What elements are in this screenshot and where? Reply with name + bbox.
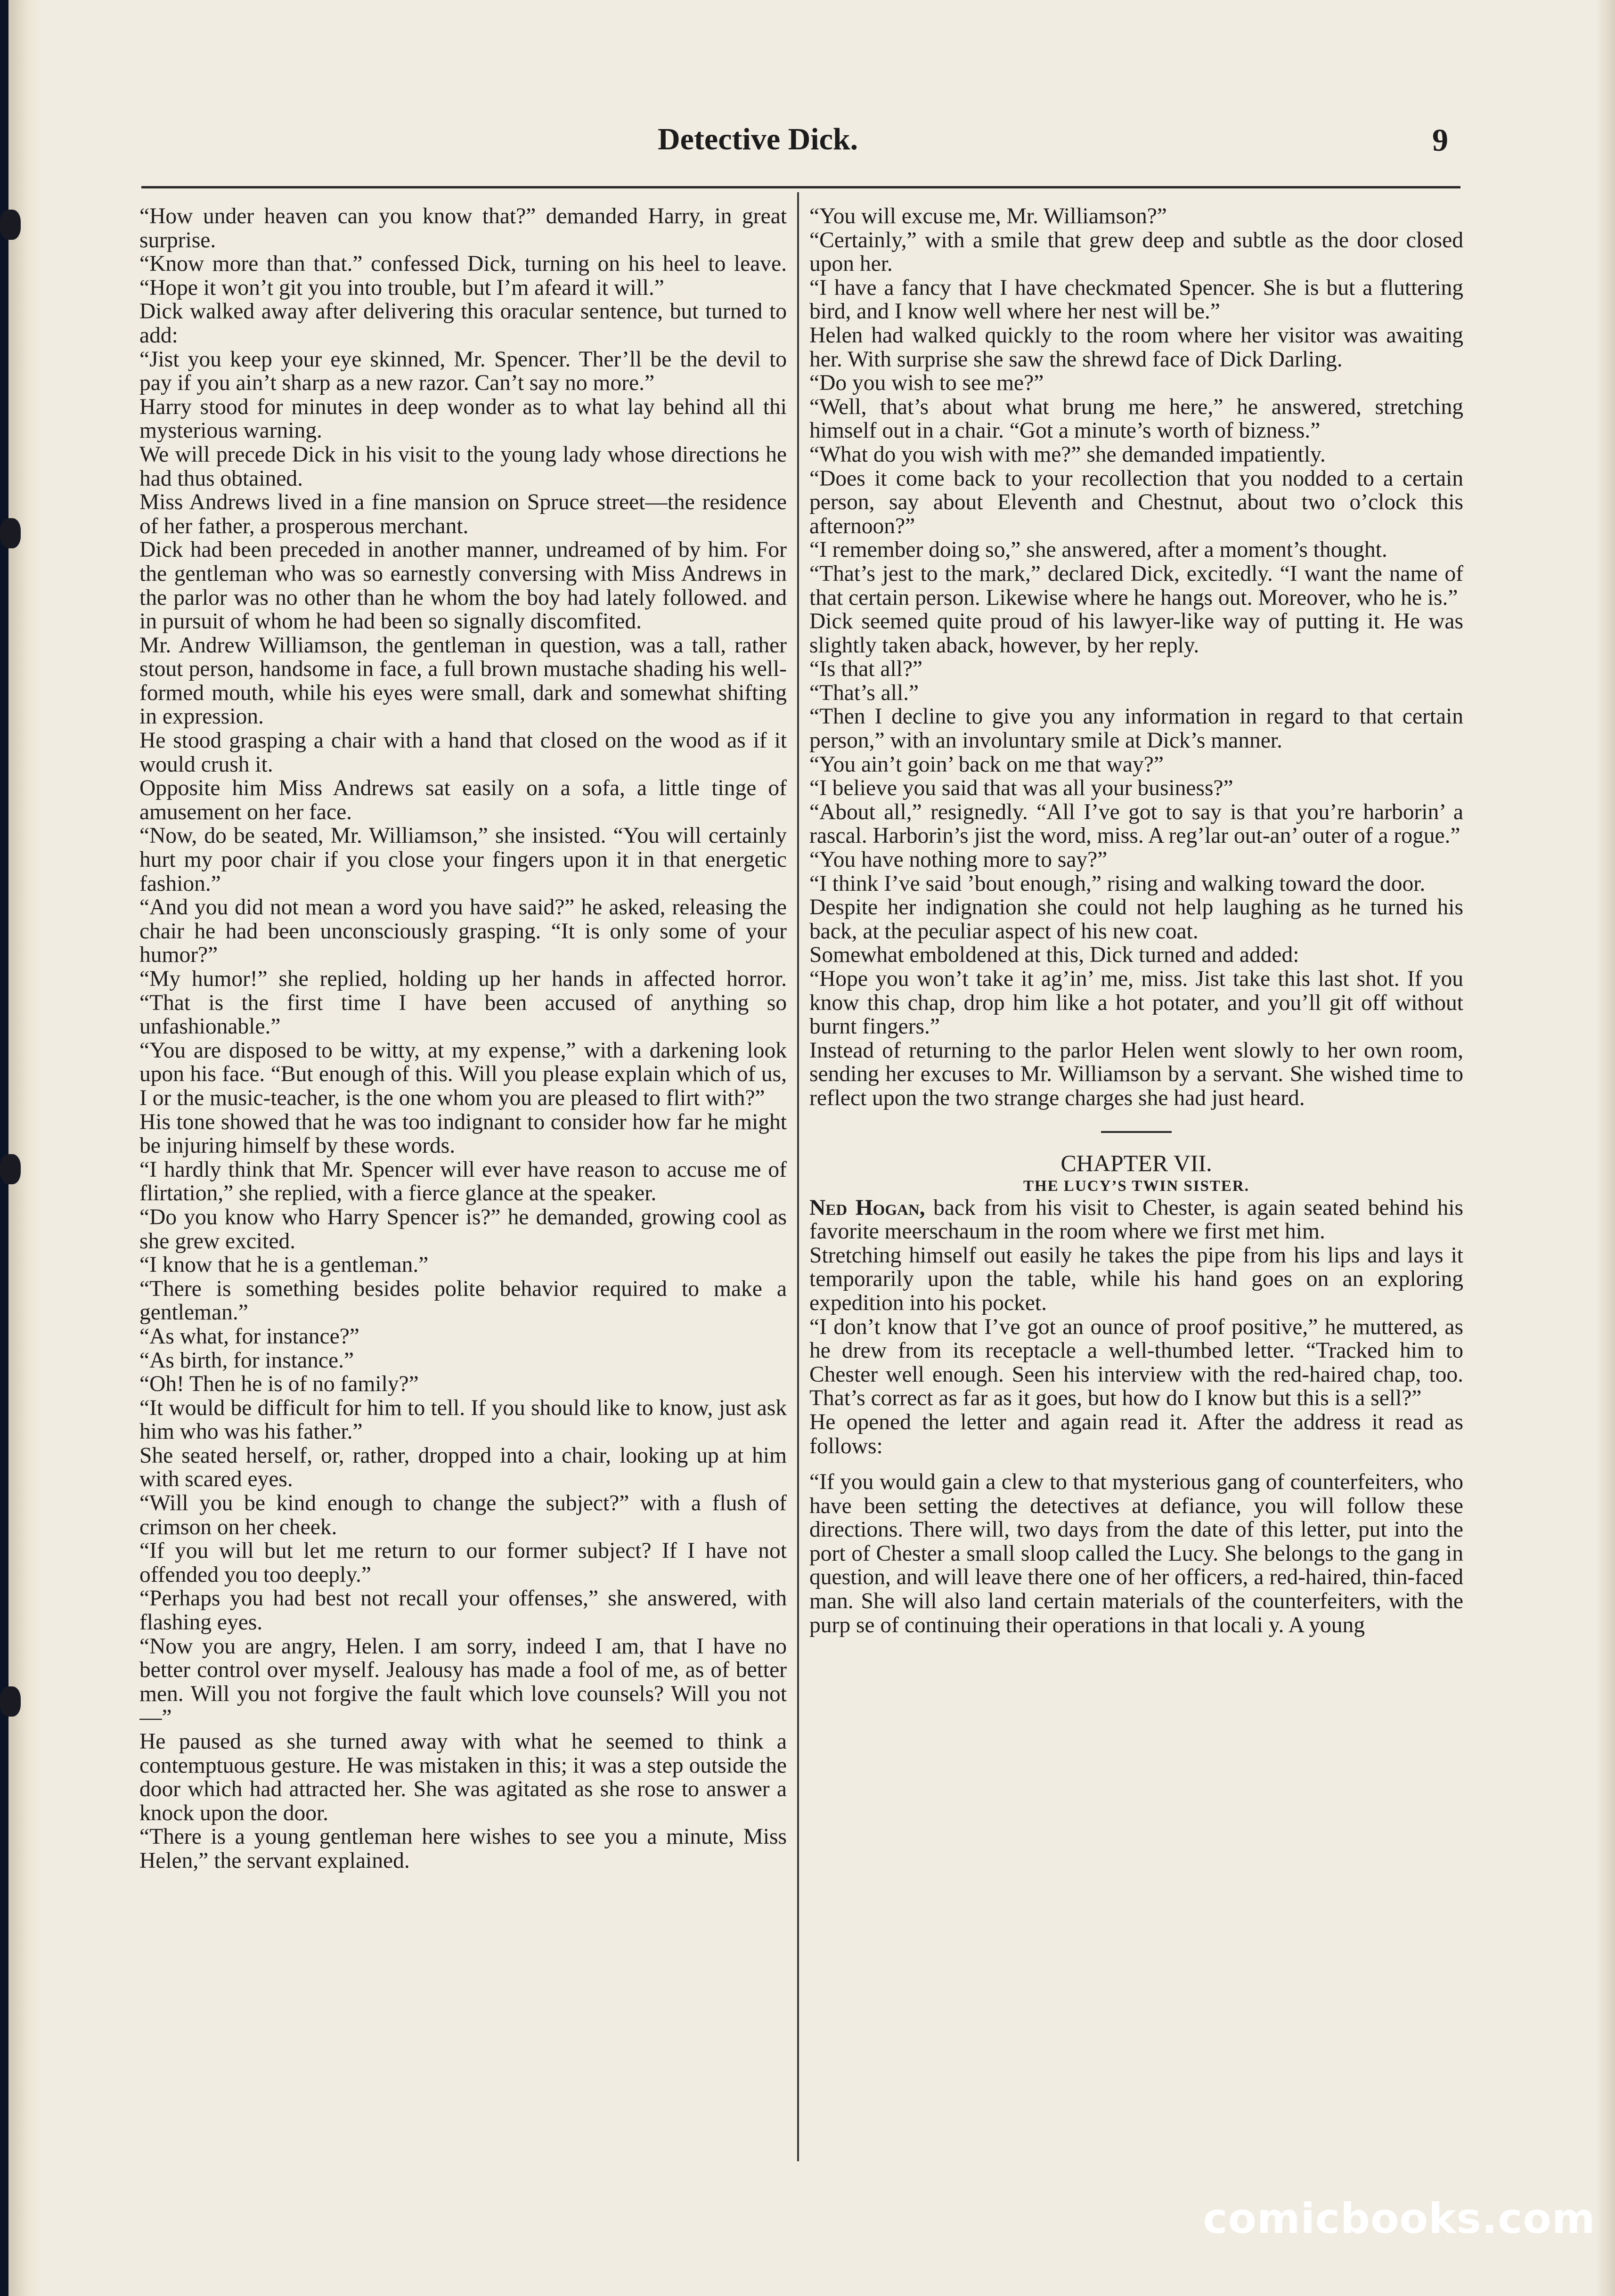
paragraph: Harry stood for minutes in deep wonder as to what lay behind all thi mysterious warning. xyxy=(139,394,787,443)
chapter-lead-name: Ned Hogan, xyxy=(809,1195,925,1220)
paragraph: “I know that he is a gentleman.” xyxy=(139,1253,429,1278)
paragraph: Helen had walked quickly to the room where her visitor was awaiting her. With surprise she saw the shrewd face of Dick Darling. xyxy=(809,323,1463,372)
paragraph: She seated herself, or, rather, dropped into a chair, looking up at him with scared eyes. xyxy=(139,1443,787,1492)
paragraph: “How under heaven can you know that?” demanded Harry, in great surprise. xyxy=(139,204,787,252)
paragraph: “I believe you said that was all your business?” xyxy=(809,776,1233,801)
paragraph: Stretching himself out easily he takes the pipe from his lips and lays it temporarily upon the table, while his hand goes on an exploring expedition into his pocket. xyxy=(809,1243,1463,1315)
binding-staple xyxy=(0,210,21,240)
paragraph: “Certainly,” with a smile that grew deep and subtle as the door closed upon her. xyxy=(809,228,1463,277)
running-title: Detective Dick. xyxy=(658,122,858,156)
site-watermark: comicbooks.com xyxy=(1203,2194,1596,2243)
binding-staple xyxy=(0,1154,21,1184)
paragraph: “My humor!” she replied, holding up her hands in affected horror. “That is the first time I have been accused of anything so unfashionable.” xyxy=(139,967,787,1039)
paragraph: “I hardly think that Mr. Spencer will ever have reason to accuse me of flirtation,” she replied, with a fierce glance at the speaker. xyxy=(139,1157,787,1206)
paragraph: “And you did not mean a word you have said?” he asked, releasing the chair he had been unconsciously grasping. “It is only some of your humor?” xyxy=(139,895,787,968)
paragraph: “You ain’t goin’ back on me that way?” xyxy=(809,752,1164,777)
paragraph: Somewhat emboldened at this, Dick turned and added: xyxy=(809,943,1299,968)
right-column xyxy=(809,204,1463,2174)
chapter-opening-paragraph xyxy=(809,1196,1463,1244)
paragraph: “About all,” resignedly. “All I’ve got to say is that you’re harborin’ a rascal. Harborin’s jist the word, miss. A reg’lar out-an’ outer of a rogue.” xyxy=(809,799,1463,848)
paragraph: “It would be difficult for him to tell. If you should like to know, just ask him who was his father.” xyxy=(139,1395,787,1444)
paragraph: “Will you be kind enough to change the subject?” with a flush of crimson on her cheek. xyxy=(139,1491,787,1539)
paragraph: “That’s all.” xyxy=(809,680,919,705)
page-number: 9 xyxy=(1432,122,1448,158)
paragraph: He stood grasping a chair with a hand that closed on the wood as if it would crush it. xyxy=(139,728,787,777)
paragraph: “You will excuse me, Mr. Williamson?” xyxy=(809,204,1167,228)
chapter-subtitle: THE LUCY’S TWIN SISTER. xyxy=(1023,1177,1250,1195)
paragraph: “Now, do be seated, Mr. Williamson,” she insisted. “You will certainly hurt my poor chair if you close your fingers upon it in that energetic fashion.” xyxy=(139,823,787,896)
paragraph: “What do you wish with me?” she demanded impatiently. xyxy=(809,442,1326,467)
right-column-text xyxy=(809,204,1463,1110)
paragraph: “Now you are angry, Helen. I am sorry, indeed I am, that I have no better control over myself. Jealousy has made a fool of me, as of better men. Will you not forgive the fault which love counsels? Will you not—” xyxy=(139,1634,787,1730)
paragraph: His tone showed that he was too indignant to consider how far he might be injuring himself by these words. xyxy=(139,1109,787,1158)
column-divider xyxy=(797,192,799,2161)
paragraph: “As what, for instance?” xyxy=(139,1324,359,1349)
paragraph: “I don’t know that I’ve got an ounce of proof positive,” he muttered, as he drew from its receptacle a well-thumbed letter. “Tracked him to Chester well enough. Seen his interview with the red-haired chap, too. That’s correct as far as it goes, but how do I know but this is a sell?” xyxy=(809,1314,1463,1411)
binding-staple xyxy=(0,1686,21,1717)
paragraph: He paused as she turned away with what he seemed to think a contemptuous gesture. He was mistaken in this; it was a step outside the door which had attracted her. She was agitated as she rose to answer a knock upon the door. xyxy=(139,1729,787,1825)
binding-staple xyxy=(0,518,21,548)
paragraph: “That’s jest to the mark,” declared Dick, excitedly. “I want the name of that certain person. Likewise where he hangs out. Moreover, who he is.” xyxy=(809,561,1463,610)
chapter-opening-text: back from his visit to Chester, is again seated behind his favorite meerschaum in the room where we first met him. xyxy=(809,1195,1463,1244)
left-column xyxy=(139,204,787,2174)
paragraph: “Is that all?” xyxy=(809,657,923,682)
header-rule xyxy=(141,186,1460,188)
paragraph: “Oh! Then he is of no family?” xyxy=(139,1372,419,1397)
paragraph: “You have nothing more to say?” xyxy=(809,847,1108,872)
chapter-divider-rule xyxy=(1101,1131,1172,1133)
paragraph: Opposite him Miss Andrews sat easily on a sofa, a little tinge of amusement on her face. xyxy=(139,776,787,824)
paragraph: “I remember doing so,” she answered, after a moment’s thought. xyxy=(809,537,1387,562)
paragraph: “Well, that’s about what brung me here,” he answered, stretching himself out in a chair. “Got a minute’s worth of bizness.” xyxy=(809,394,1463,443)
page-edge-shadow xyxy=(1596,0,1615,2296)
paragraph: Instead of returning to the parlor Helen went slowly to her own room, sending her excuses to Mr. Williamson by a servant. She wished time to reflect upon the two strange charges she had just heard. xyxy=(809,1038,1463,1110)
paragraph: Dick walked away after delivering this oracular sentence, but turned to add: xyxy=(139,299,787,348)
paragraph: “You are disposed to be witty, at my expense,” with a darkening look upon his face. “But enough of this. Will you please explain which of us, I or the music-teacher, is the one whom you are pleased to flirt with?” xyxy=(139,1038,787,1110)
paragraph: “As birth, for instance.” xyxy=(139,1348,354,1373)
paragraph: “Do you wish to see me?” xyxy=(809,371,1044,396)
page-binding-shadow xyxy=(8,0,41,2296)
paragraph: “I have a fancy that I have checkmated Spencer. She is but a fluttering bird, and I know well where her nest will be.” xyxy=(809,275,1463,324)
paragraph: “Hope you won’t take it ag’in’ me, miss. Jist take this last shot. If you know this chap, drop him like a hot potater, and you’ll git off without burnt fingers.” xyxy=(809,967,1463,1039)
paragraph: “Then I decline to give you any information in regard to that certain person,” with an involuntary smile at Dick’s manner. xyxy=(809,704,1463,753)
paragraph: He opened the letter and again read it. After the address it read as follows: xyxy=(809,1409,1463,1458)
paragraph: Dick had been preceded in another manner, undreamed of by him. For the gentleman who was so earnestly conversing with Miss Andrews in the parlor was no other than he whom the boy had lately followed. and in pursuit of whom he had been so signally discomfited. xyxy=(139,537,787,634)
paragraph: Despite her indignation she could not help laughing as he turned his back, at the peculiar aspect of his new coat. xyxy=(809,895,1463,944)
paragraph: We will precede Dick in his visit to the young lady whose directions he had thus obtained. xyxy=(139,442,787,491)
paragraph: “Jist you keep your eye skinned, Mr. Spencer. Ther’ll be the devil to pay if you ain’t sharp as a new razor. Can’t say no more.” xyxy=(139,347,787,396)
paragraph: Dick seemed quite proud of his lawyer-like way of putting it. He was slightly taken aback, however, by her reply. xyxy=(809,609,1463,658)
paragraph: Miss Andrews lived in a fine mansion on Spruce street—the residence of her father, a prosperous merchant. xyxy=(139,490,787,538)
paragraph: “I think I’ve said ’bout enough,” rising and walking toward the door. xyxy=(809,871,1426,896)
paragraph: “There is a young gentleman here wishes to see you a minute, Miss Helen,” the servant explained. xyxy=(139,1824,787,1873)
paragraph: “If you will but let me return to our former subject? If I have not offended you too deeply.” xyxy=(139,1539,787,1587)
paragraph: Mr. Andrew Williamson, the gentleman in question, was a tall, rather stout person, handsome in face, a full brown mustache shading his well-formed mouth, while his eyes were small, dark and somewhat shifting in expression. xyxy=(139,633,787,729)
paragraph: “There is something besides polite behavior required to make a gentleman.” xyxy=(139,1276,787,1325)
paragraph: “Know more than that.” confessed Dick, turning on his heel to leave. “Hope it won’t git you into trouble, but I’m afeard it will.” xyxy=(139,252,787,300)
paragraph: “Perhaps you had best not recall your offenses,” she answered, with flashing eyes. xyxy=(139,1586,787,1635)
chapter-heading: CHAPTER VII. xyxy=(1060,1149,1212,1176)
quoted-letter: “If you would gain a clew to that mysterious gang of counterfeiters, who have been setting the detectives at defiance, you will follow these directions. There will, two days from the date of this letter, put into the port of Chester a small sloop called the Lucy. She belongs to the gang in question, and will leave there one of her officers, a red-haired, thin-faced man. She will also land certain materials of the counterfeiters, with the purp se of continuing their operations in that locali y. A young xyxy=(809,1470,1463,1637)
paragraph: “Do you know who Harry Spencer is?” he demanded, growing cool as she grew excited. xyxy=(139,1205,787,1254)
paragraph: “Does it come back to your recollection that you nodded to a certain person, say about Eleventh and Chestnut, about two o’clock this afternoon?” xyxy=(809,466,1463,538)
